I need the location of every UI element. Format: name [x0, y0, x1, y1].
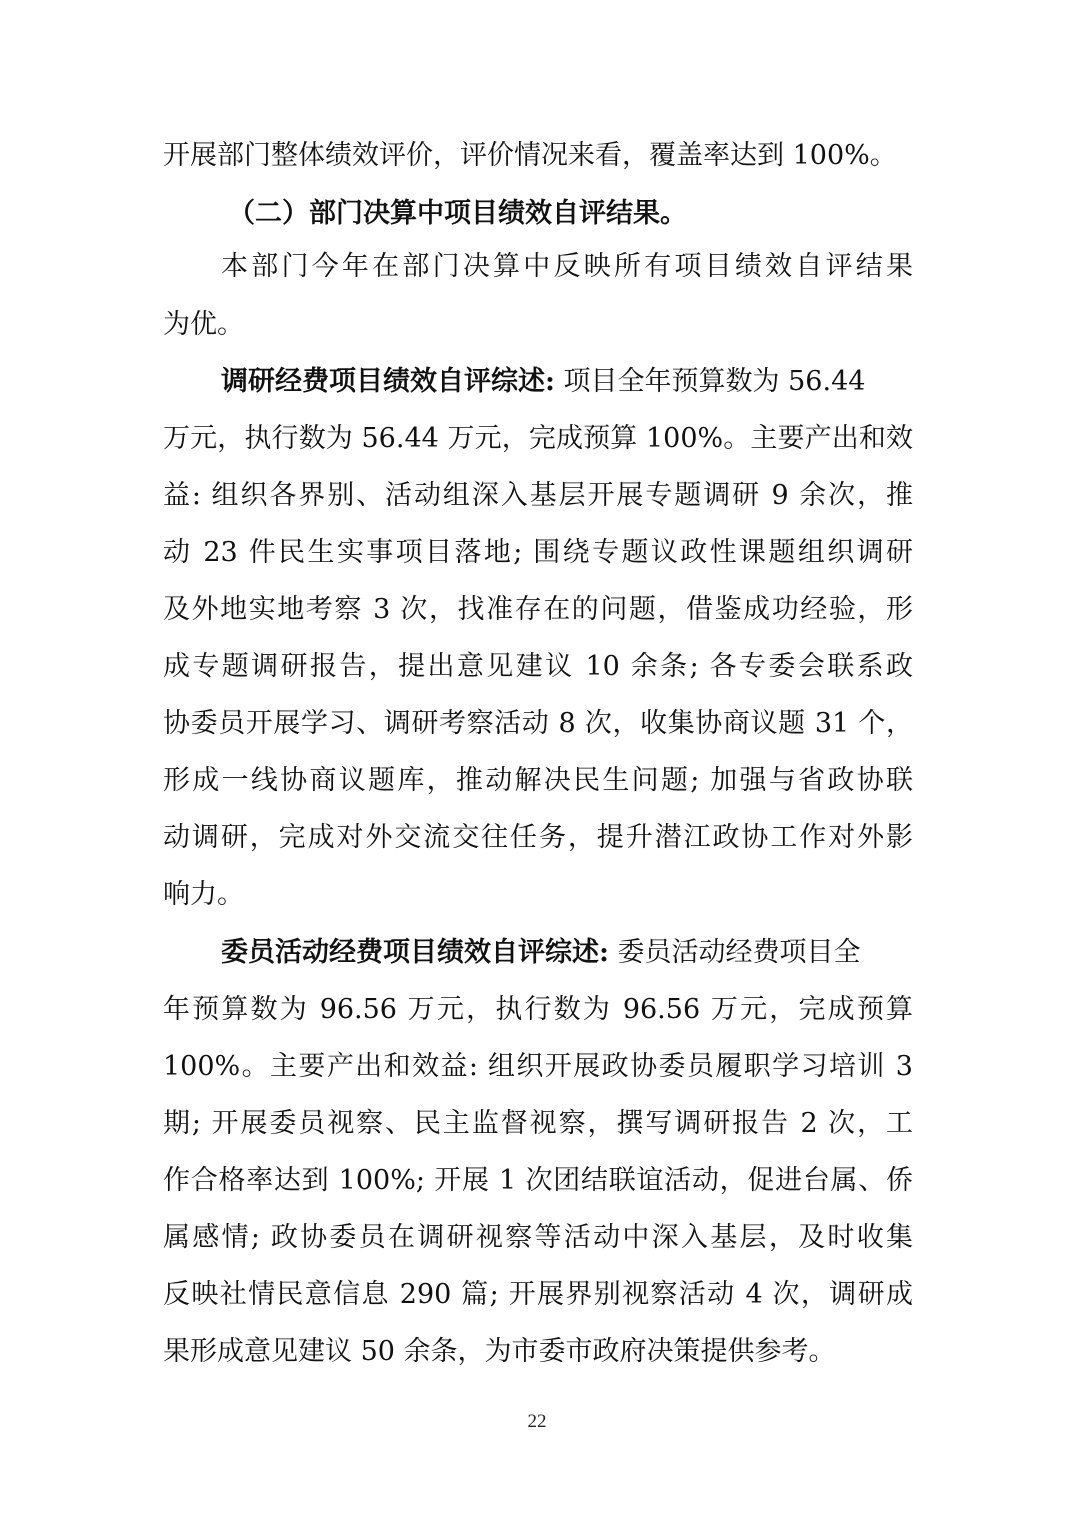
research-project-line-9: 动调研，完成对外交流交往任务，提升潜江政协工作对外影 [163, 822, 913, 853]
research-project-heading: 调研经费项目绩效自评综述: [221, 366, 555, 397]
member-project-line-1-text: 委员活动经费项目全 [608, 937, 861, 968]
research-project-line-1 [221, 365, 913, 399]
member-project-line-3: 100%。主要产出和效益: 组织开展政协委员履职学习培训 3 [163, 1051, 913, 1082]
research-project-line-1-text: 项目全年预算数为 56.44 [554, 366, 866, 397]
section-heading: （二）部门决算中项目绩效自评结果。 [228, 198, 687, 229]
member-project-line-6: 属感情; 政协委员在调研视察等活动中深入基层，及时收集 [163, 1222, 913, 1253]
member-project-line-4: 期; 开展委员视察、民主监督视察，撰写调研报告 2 次，工 [163, 1108, 913, 1139]
summary-line-2: 为优。 [163, 309, 244, 340]
intro-line-1: 开展部门整体绩效评价，评价情况来看，覆盖率达到 100%。 [163, 140, 897, 171]
member-project-heading: 委员活动经费项目绩效自评综述: [221, 937, 609, 968]
page-number: 22 [527, 1411, 547, 1432]
research-project-line-2: 万元，执行数为 56.44 万元，完成预算 100%。主要产出和效 [163, 423, 913, 454]
research-project-line-3: 益: 组织各界别、活动组深入基层开展专题调研 9 余次，推 [163, 480, 913, 511]
research-project-line-4: 动 23 件民生实事项目落地; 围绕专题议政性课题组织调研 [163, 537, 913, 568]
member-project-line-7: 反映社情民意信息 290 篇; 开展界别视察活动 4 次，调研成 [163, 1279, 913, 1310]
research-project-line-6: 成专题调研报告，提出意见建议 10 余条; 各专委会联系政 [163, 651, 913, 682]
member-project-line-5: 作合格率达到 100%; 开展 1 次团结联谊活动，促进台属、侨 [163, 1165, 913, 1196]
member-project-line-8: 果形成意见建议 50 余条，为市委市政府决策提供参考。 [163, 1336, 836, 1367]
research-project-line-7: 协委员开展学习、调研考察活动 8 次，收集协商议题 31 个， [163, 708, 913, 739]
member-project-line-1 [221, 936, 913, 970]
research-project-line-5: 及外地实地考察 3 次，找准存在的问题，借鉴成功经验，形 [163, 594, 913, 625]
research-project-line-8: 形成一线协商议题库，推动解决民生问题; 加强与省政协联 [163, 765, 913, 796]
research-project-line-10: 响力。 [163, 879, 244, 910]
summary-line-1: 本部门今年在部门决算中反映所有项目绩效自评结果 [221, 251, 913, 282]
member-project-line-2: 年预算数为 96.56 万元，执行数为 96.56 万元，完成预算 [163, 994, 913, 1025]
